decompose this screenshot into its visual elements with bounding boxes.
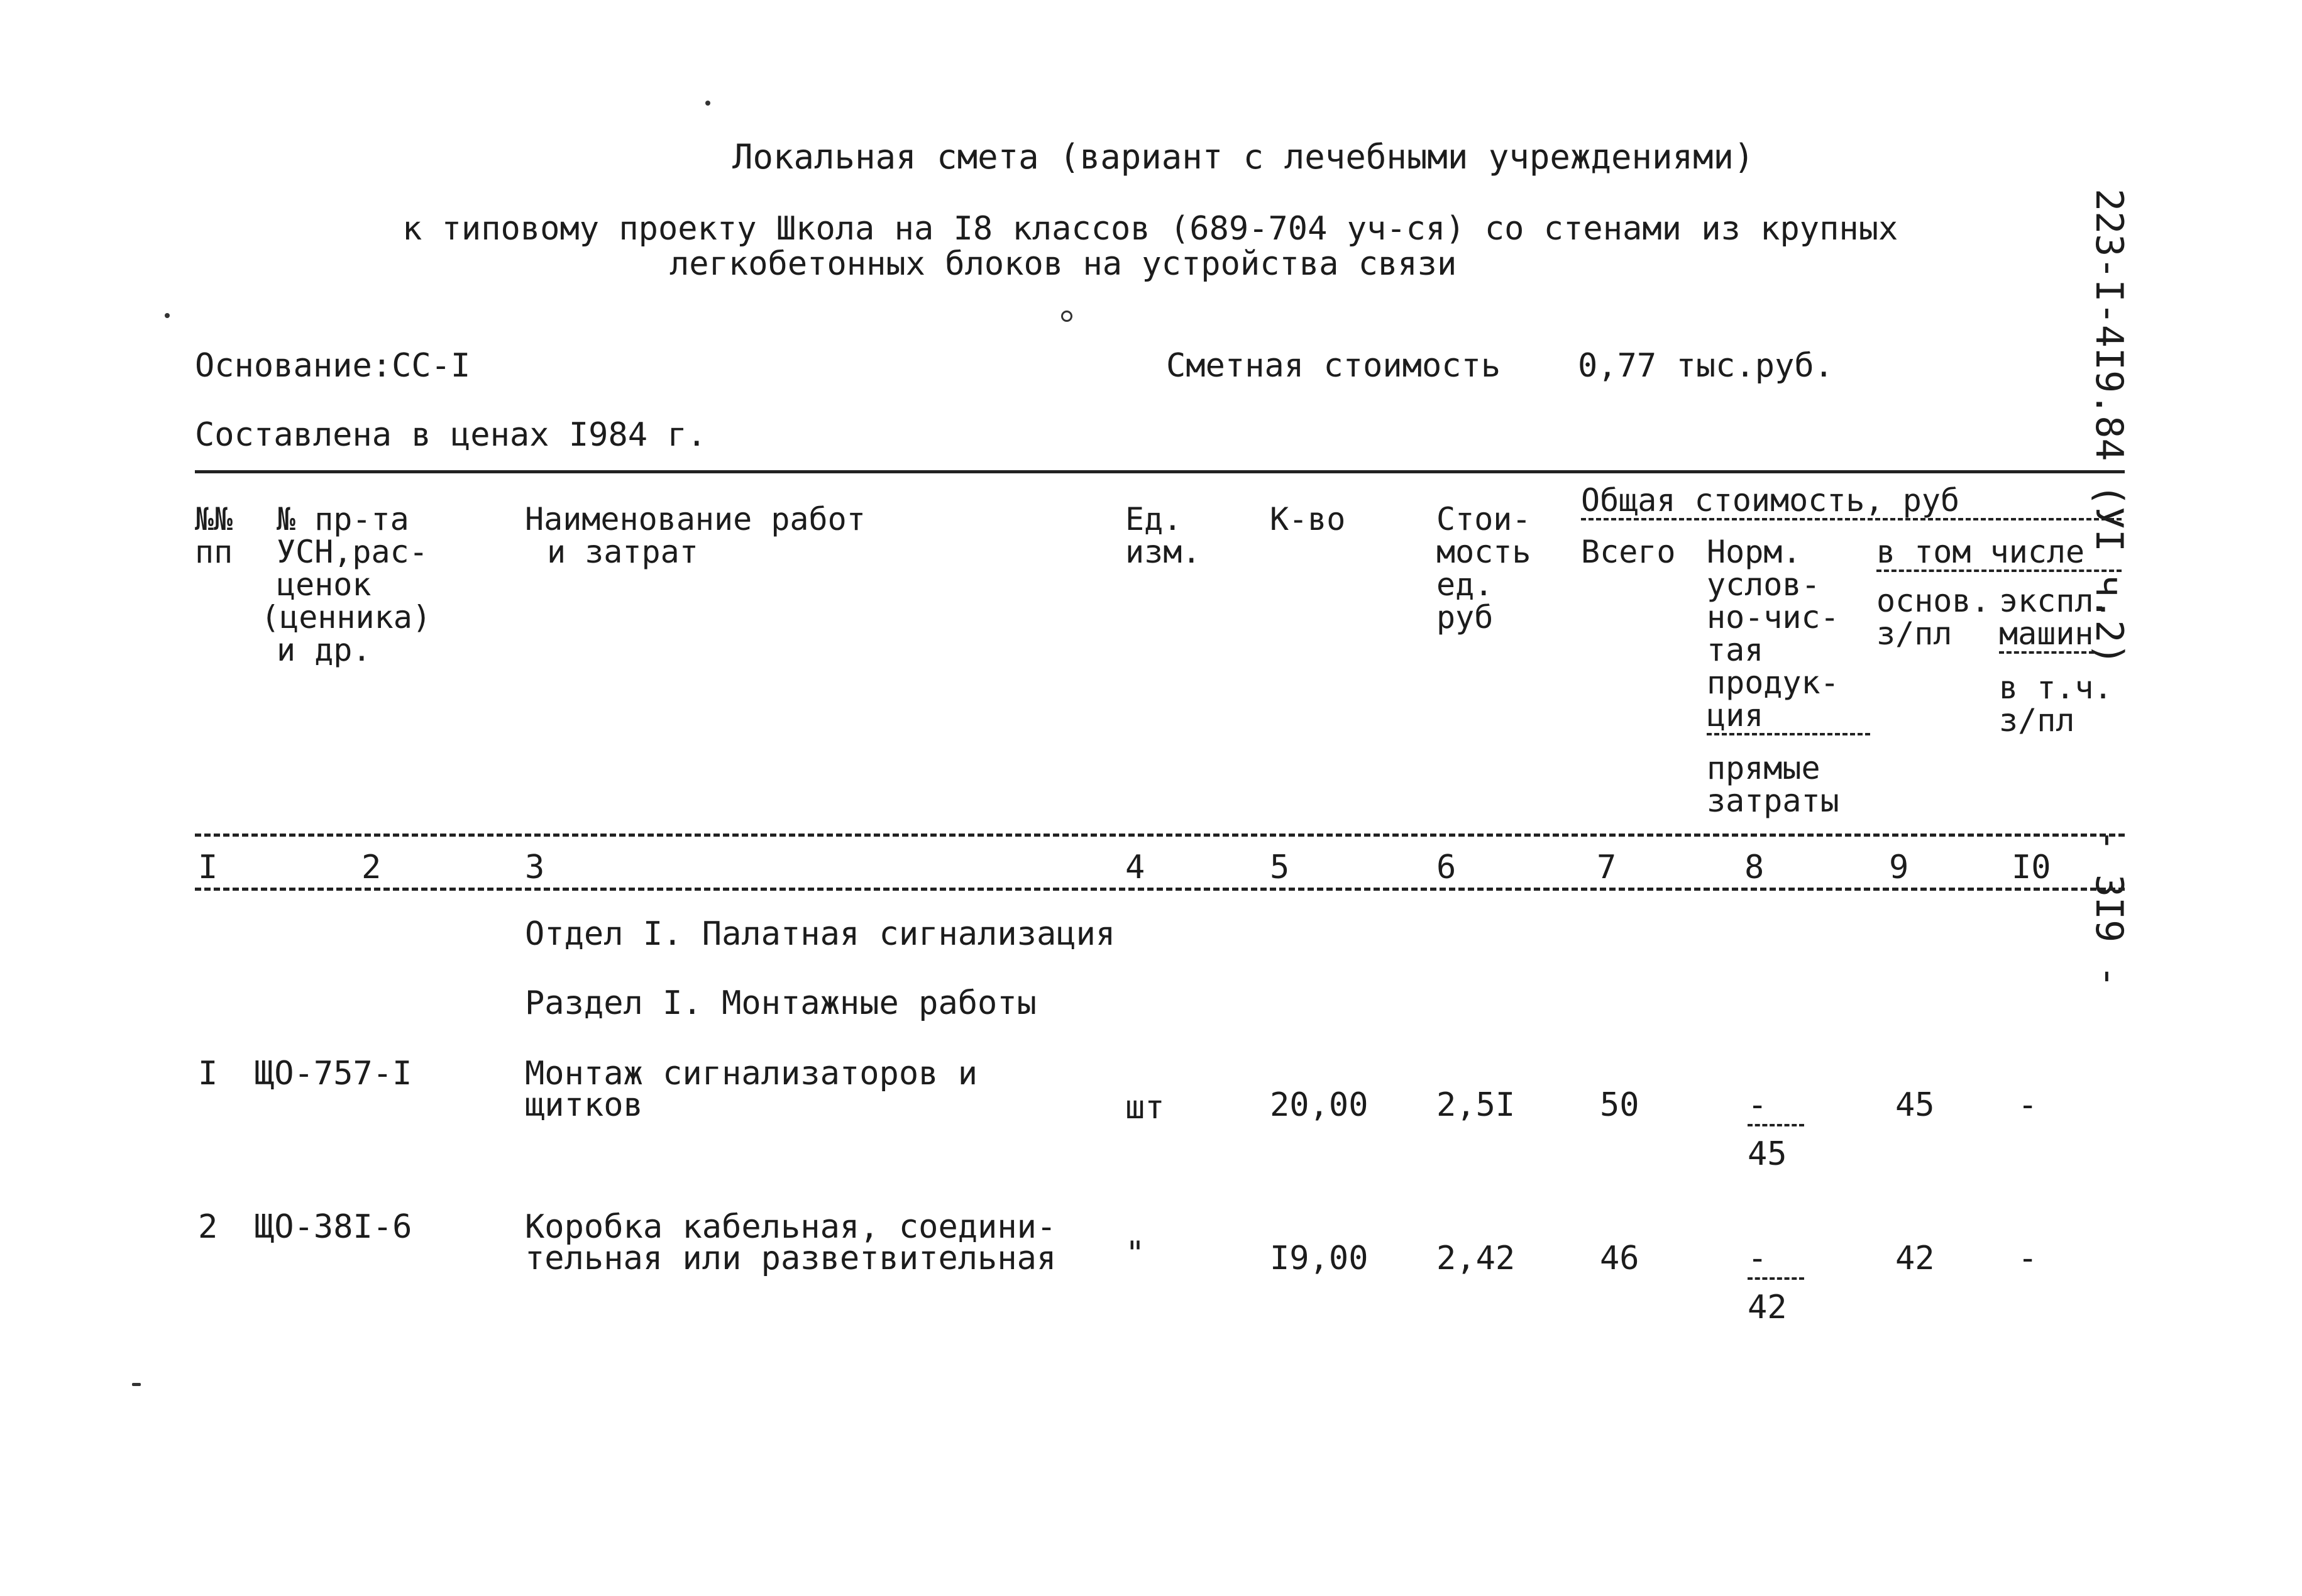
row1-unit: шт xyxy=(1125,1089,1165,1126)
colnum-6: 6 xyxy=(1436,849,1457,886)
row1-name-l1: Монтаж сигнализаторов и xyxy=(525,1055,978,1092)
header-col8-l1: Норм. xyxy=(1707,534,1802,570)
colnum-2: 2 xyxy=(361,849,382,886)
header-col6-l2: мость xyxy=(1436,534,1531,570)
header-col5: К-во xyxy=(1270,501,1346,537)
header-col8-l6: ция xyxy=(1707,699,1870,735)
header-total-group: Общая стоимость, руб xyxy=(1581,484,2122,520)
row1-unit-cost: 2,5I xyxy=(1436,1086,1516,1124)
header-col6-l1: Стои- xyxy=(1436,501,1531,537)
header-col8-direct-l2: затраты xyxy=(1707,783,1839,819)
row1-total: 50 xyxy=(1600,1086,1639,1124)
header-col4-l1: Ед. xyxy=(1125,501,1182,537)
header-col8-l3: но-чис- xyxy=(1707,599,1839,636)
header-col10-l1: экспл. xyxy=(1999,583,2113,619)
header-col2-l3: ценок xyxy=(277,566,372,603)
document-subtitle-line2: легкобетонных блоков на устройства связи xyxy=(669,245,1457,283)
colnum-3: 3 xyxy=(525,849,545,886)
table-top-rule xyxy=(195,470,2125,473)
colnum-8: 8 xyxy=(1744,849,1765,886)
header-col6-l3: ед. xyxy=(1436,566,1494,603)
page-number: - 3I9 - xyxy=(2087,828,2131,988)
row1-wages: 45 xyxy=(1895,1086,1935,1124)
document-code: 223-I-4I9.84 (УI ч.2) xyxy=(2087,189,2131,666)
header-col2-l5: и др. xyxy=(277,632,372,668)
row2-num: 2 xyxy=(198,1208,218,1246)
colnum-4: 4 xyxy=(1125,849,1145,886)
row2-qty: I9,00 xyxy=(1270,1240,1369,1277)
estimated-cost-value: 0,77 тыс.руб. xyxy=(1578,347,1834,385)
row1-norm: - xyxy=(1748,1087,1804,1126)
row2-code: ЩО-38I-6 xyxy=(255,1208,412,1246)
row2-wages: 42 xyxy=(1895,1240,1935,1277)
header-col1-l1: №№ xyxy=(195,501,233,537)
colnum-7: 7 xyxy=(1597,849,1617,886)
header-incl-group: в том числе xyxy=(1876,536,2122,572)
header-col1-l2: пп xyxy=(195,534,233,570)
basis: Основание:СС-I xyxy=(195,347,471,385)
row2-direct: 42 xyxy=(1748,1289,1787,1326)
row2-machines: - xyxy=(2018,1240,2038,1277)
header-col8-l5: продук- xyxy=(1707,664,1839,701)
prices-year: Составлена в ценах I984 г. xyxy=(195,416,707,454)
header-col2-l2: УСН,рас- xyxy=(277,534,428,570)
scan-speck xyxy=(1061,311,1072,322)
scan-speck xyxy=(165,313,170,318)
row1-num: I xyxy=(198,1055,218,1092)
row2-norm: - xyxy=(1748,1241,1804,1280)
estimated-cost-label: Сметная стоимость xyxy=(1166,347,1501,385)
row2-name-l1: Коробка кабельная, соедини- xyxy=(525,1208,1057,1246)
department-heading: Отдел I. Палатная сигнализация xyxy=(525,915,1116,953)
subsection-heading: Раздел I. Монтажные работы xyxy=(525,984,1037,1022)
row1-qty: 20,00 xyxy=(1270,1086,1369,1124)
header-col7: Всего xyxy=(1581,534,1676,570)
colnum-5: 5 xyxy=(1270,849,1290,886)
scan-speck xyxy=(705,101,710,106)
header-col4-l2: изм. xyxy=(1125,534,1201,570)
colnum-1: I xyxy=(198,849,218,886)
header-col9-l2: з/пл xyxy=(1876,615,1952,652)
header-bottom-rule xyxy=(195,834,2125,837)
header-col10-incl-l1: в т.ч. xyxy=(1999,669,2113,706)
header-col10-incl-l2: з/пл xyxy=(1999,702,2075,739)
row2-unit-cost: 2,42 xyxy=(1436,1240,1516,1277)
header-col3-l1: Наименование работ xyxy=(525,501,866,537)
row1-direct: 45 xyxy=(1748,1135,1787,1173)
column-numbers-rule xyxy=(195,888,2125,891)
colnum-9: 9 xyxy=(1889,849,1909,886)
row2-total: 46 xyxy=(1600,1240,1639,1277)
header-col8-l2: услов- xyxy=(1707,566,1820,603)
header-col2-l1: № пр-та xyxy=(277,501,409,537)
document-subtitle-line1: к типовому проекту Школа на I8 классов (689-704 уч-ся) со стенами из крупных xyxy=(402,210,1898,248)
row2-unit: " xyxy=(1125,1235,1145,1272)
row1-name-l2: щитков xyxy=(525,1086,643,1124)
scan-speck xyxy=(132,1383,141,1386)
header-col2-l4: (ценника) xyxy=(261,599,431,636)
header-col8-l4: тая xyxy=(1707,632,1764,668)
header-col8-direct-l1: прямые xyxy=(1707,750,1820,786)
colnum-10: I0 xyxy=(2012,849,2051,886)
header-col10-l2: машин xyxy=(1999,617,2094,654)
header-col6-l4: руб xyxy=(1436,599,1494,636)
header-col9-l1: основ. xyxy=(1876,583,1990,619)
row1-machines: - xyxy=(2018,1086,2038,1124)
row1-code: ЩО-757-I xyxy=(255,1055,412,1092)
header-col3-l2: и затрат xyxy=(547,534,698,570)
row2-name-l2: тельная или разветвительная xyxy=(525,1240,1057,1277)
document-title: Локальная смета (вариант с лечебными учреждениями) xyxy=(732,137,1754,177)
